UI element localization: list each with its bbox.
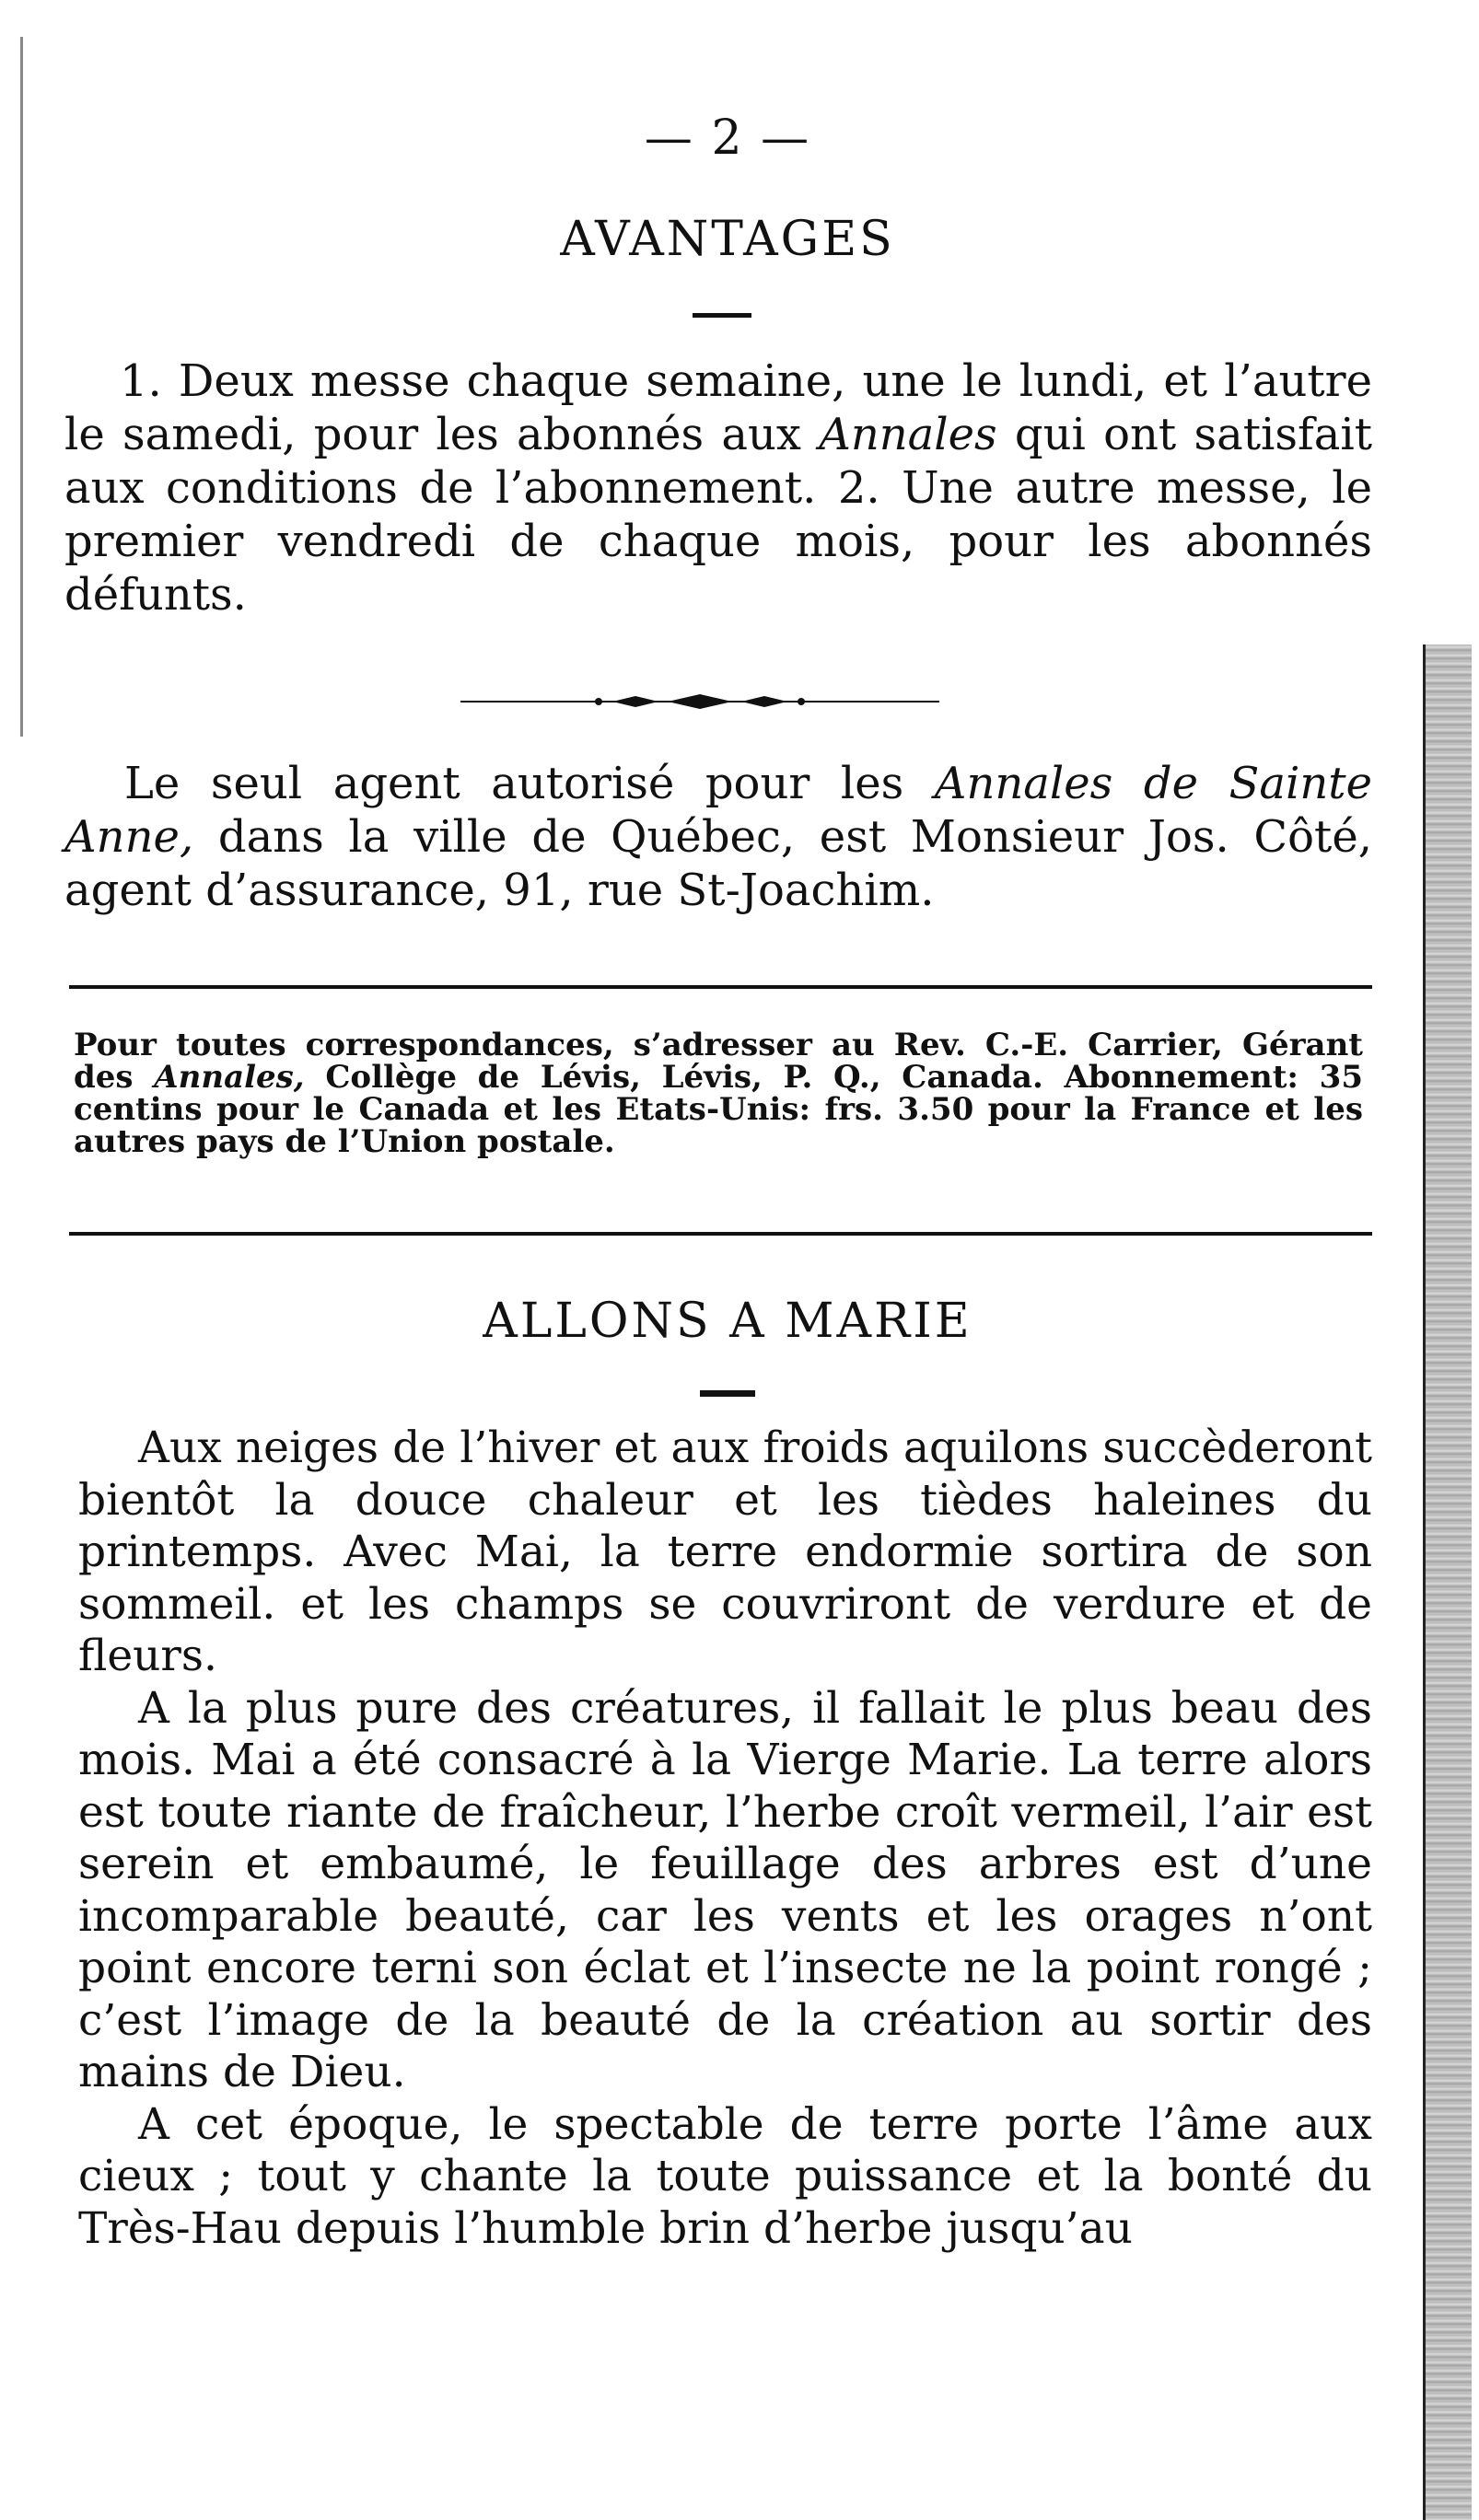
top-rule (69, 985, 1372, 989)
avantages-text-1: 1. Deux messe chaque semaine, une le lundi, et l’autre le samedi, pour les abonnés aux (64, 355, 1372, 460)
avantages-text-2: qui ont satisfait aux conditions de l’abonnement. 2. Une autre messe, le premier vendredi de chaque mois, pour les abonnés défunts. (64, 409, 1372, 621)
title-underline-2 (700, 1390, 755, 1397)
fleuron-divider (460, 692, 939, 711)
avantages-paragraph (64, 354, 1372, 621)
left-margin-edge (20, 37, 23, 737)
agent-text-1: Le seul agent autorisé pour les (124, 758, 935, 809)
agent-notice (64, 757, 1372, 917)
annales-italic: Annales (819, 409, 997, 460)
correspondence-text-2: Collège de Lévis, Lévis, P. Q., Canada. Abonnement: 35 centins pour le Canada et les Etats-Unis: frs. 3.50 pour la France et les autres pays de l’Union postale. (74, 1059, 1363, 1160)
page-number: — 2 — (644, 110, 811, 166)
allons-a-marie-body (78, 1423, 1372, 2255)
agent-annales-italic: Annales de Sainte Anne, (64, 758, 1372, 863)
section-title-avantages: AVANTAGES (560, 212, 895, 267)
body-paragraph-3: A cet époque, le spectable de terre porte l’âme aux cieux ; tout y chante la toute puissance et la bonté du Très-Hau depuis l’humble brin d’herbe jusqu’au (78, 2098, 1372, 2254)
correspondence-annales-italic: Annales, (154, 1059, 305, 1096)
right-binding-edge (1426, 645, 1472, 2520)
body-paragraph-1: Aux neiges de l’hiver et aux froids aquilons succèderont bientôt la douce chaleur et les tièdes haleines du printemps. Avec Mai, la terre endormie sortira de son sommeil. et les champs se couvriront de verdure et de fleurs. (78, 1423, 1372, 1681)
title-underline (693, 313, 751, 318)
correspondence-text-1: Pour toutes correspondances, s’adresser au Rev. C.-E. Carrier, Gérant des (74, 1027, 1363, 1096)
section-title-allons-a-marie: ALLONS A MARIE (483, 1294, 972, 1349)
correspondence-notice (74, 1029, 1363, 1158)
body-paragraph-2: A la plus pure des créatures, il fallait le plus beau des mois. Mai a été consacré à la Vierge Marie. La terre alors est toute riante de fraîcheur, l’herbe croît vermeil, l’air est serein et embaumé, le feuillage des arbres est d’une incomparable beauté, car les vents et les orages n’ont point encore terni son éclat et l’insecte ne la point rongé ; c’est l’image de la beauté de la création au sortir des mains de Dieu. (78, 1682, 1372, 2097)
agent-text-2: dans la ville de Québec, est Monsieur Jos. Côté, agent d’assurance, 91, rue St-Joachim. (64, 811, 1372, 916)
bottom-rule (69, 1232, 1372, 1236)
